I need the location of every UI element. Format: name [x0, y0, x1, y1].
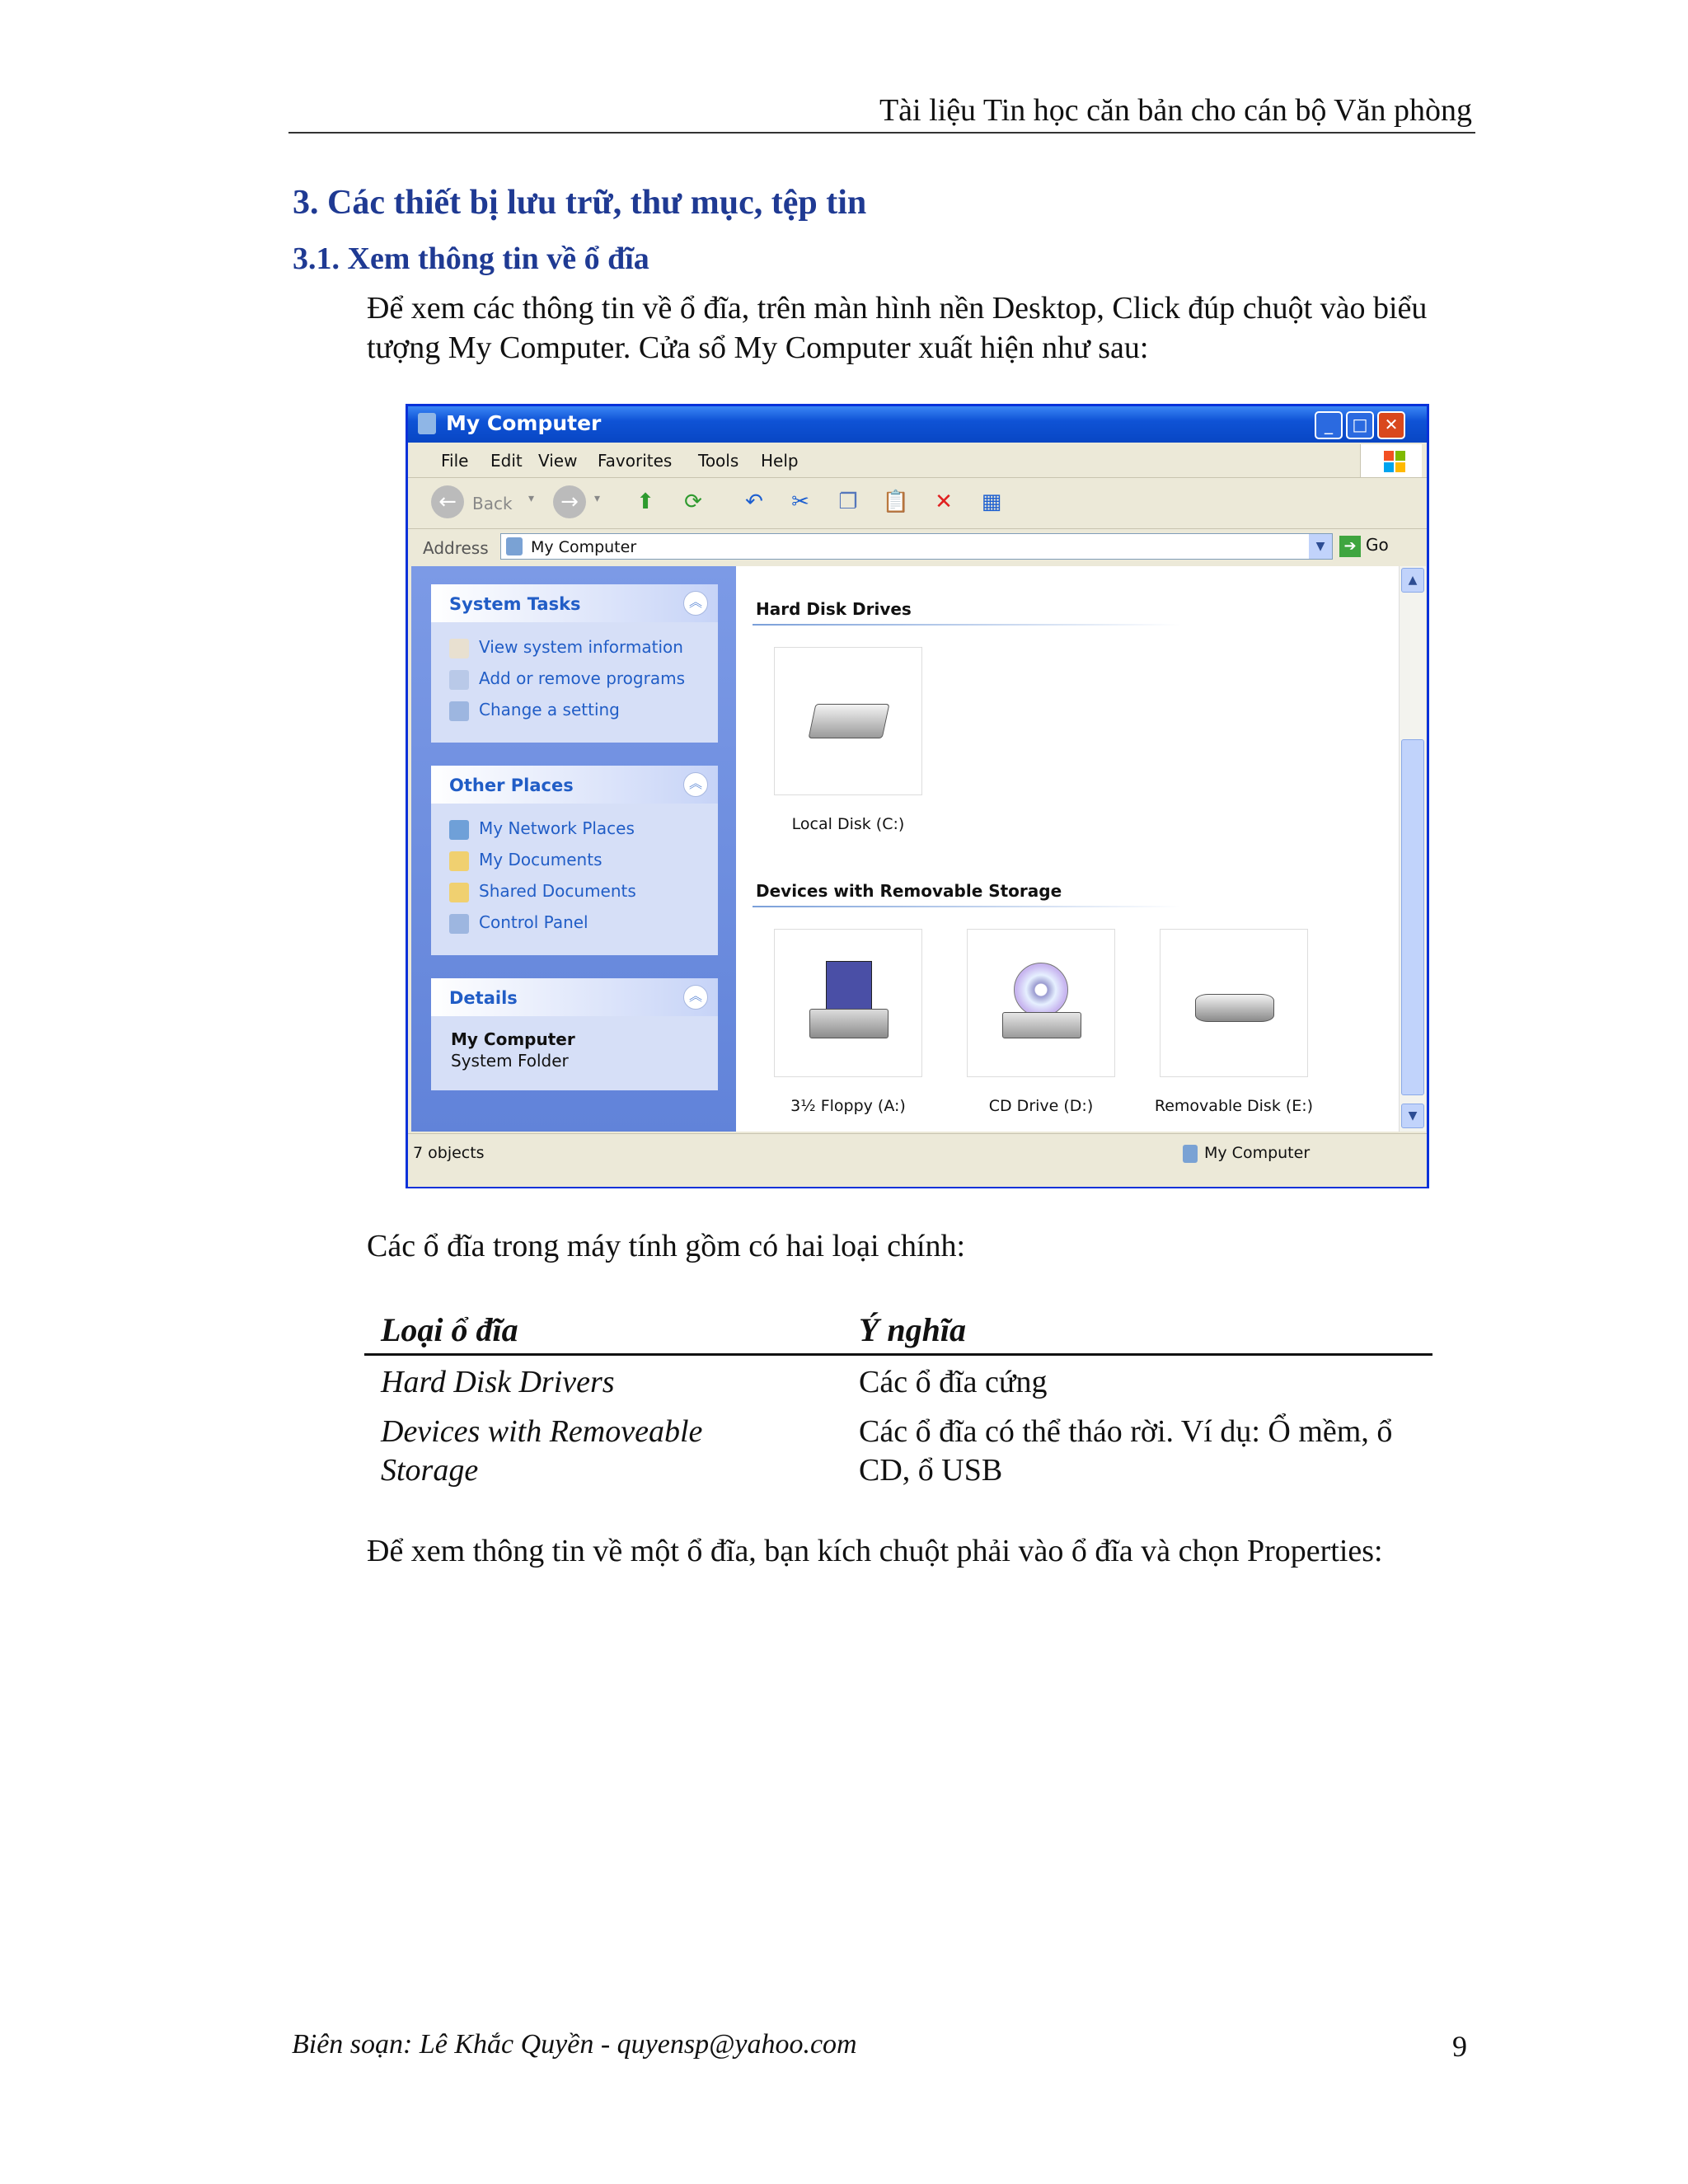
system-info-icon	[449, 639, 469, 658]
forward-icon[interactable]: →	[553, 485, 586, 518]
removable-disk-icon	[1195, 994, 1274, 1022]
menu-tools[interactable]: Tools	[698, 451, 739, 471]
drive-label: Local Disk (C:)	[791, 815, 905, 833]
other-places-title: Other Places	[449, 776, 574, 795]
computer-icon	[506, 537, 523, 555]
up-folder-icon[interactable]: ⬆	[636, 490, 654, 514]
content-pane	[736, 566, 1399, 1132]
minimize-button[interactable]: _	[1315, 411, 1343, 439]
address-bar	[408, 528, 1427, 565]
drive-local-disk-c[interactable]	[774, 647, 922, 795]
go-button[interactable]	[1339, 535, 1389, 557]
close-button[interactable]: ✕	[1377, 411, 1405, 439]
toolbar	[408, 477, 1427, 529]
removable-section-title: Devices with Removable Storage	[756, 881, 1062, 901]
address-value: My Computer	[531, 538, 637, 556]
network-icon	[449, 820, 469, 840]
control-panel-icon	[449, 914, 469, 934]
sync-icon[interactable]: ⟳	[684, 490, 702, 514]
place-label: Shared Documents	[479, 881, 636, 901]
go-label: Go	[1366, 535, 1389, 555]
system-tasks-title: System Tasks	[449, 594, 581, 614]
status-object-count: 7 objects	[413, 1144, 485, 1162]
back-label[interactable]: Back	[472, 494, 513, 513]
table-header-meaning: Ý nghĩa	[859, 1311, 967, 1348]
drive-label: Removable Disk (E:)	[1154, 1097, 1314, 1115]
collapse-chevron-icon[interactable]: ︽	[683, 985, 708, 1010]
table-cell: Các ổ đĩa cứng	[859, 1365, 1048, 1399]
section-divider	[753, 624, 1181, 626]
back-icon[interactable]: ←	[431, 485, 464, 518]
place-label: My Network Places	[479, 818, 635, 838]
task-change-setting[interactable]	[449, 700, 620, 721]
my-computer-window	[406, 404, 1429, 1188]
place-label: My Documents	[479, 850, 603, 869]
place-label: Control Panel	[479, 912, 588, 932]
control-panel-icon	[449, 701, 469, 721]
collapse-chevron-icon[interactable]: ︽	[683, 772, 708, 797]
documents-folder-icon	[449, 851, 469, 871]
place-my-documents[interactable]	[449, 850, 602, 871]
drive-removable-e[interactable]	[1160, 929, 1308, 1077]
scroll-down-icon[interactable]: ▼	[1401, 1104, 1424, 1128]
address-dropdown-icon[interactable]: ▼	[1309, 534, 1332, 559]
computer-icon	[418, 413, 436, 434]
vertical-scrollbar[interactable]	[1399, 566, 1426, 1132]
table-cell: Hard Disk Drivers	[381, 1365, 615, 1399]
undo-icon[interactable]: ↶	[745, 490, 763, 514]
intro-paragraph: Để xem các thông tin về ổ đĩa, trên màn hình nền Desktop, Click đúp chuột vào biểu tượng My Computer. Cửa sổ My Computer xuất hiện như sau:	[367, 291, 1428, 365]
views-icon[interactable]: ▦	[981, 490, 1002, 514]
table-cell: Các ổ đĩa có thể tháo rời. Ví dụ: Ổ mềm, ổ CD, ổ USB	[859, 1414, 1393, 1488]
menu-favorites[interactable]: Favorites	[598, 451, 673, 471]
cut-icon[interactable]: ✂	[791, 490, 809, 514]
place-shared-documents[interactable]	[449, 881, 636, 902]
hard-disk-icon	[809, 704, 890, 738]
maximize-button[interactable]: □	[1346, 411, 1374, 439]
section-divider	[753, 906, 1181, 907]
drive-types-intro: Các ổ đĩa trong máy tính gồm có hai loại chính:	[367, 1229, 966, 1263]
scroll-up-icon[interactable]: ▲	[1401, 568, 1424, 593]
go-arrow-icon: ➔	[1339, 536, 1361, 557]
status-bar	[408, 1133, 1427, 1187]
drive-cd-d[interactable]	[967, 929, 1115, 1077]
table-header-rule	[364, 1353, 1432, 1356]
table-header-drive-type: Loại ổ đĩa	[381, 1311, 518, 1348]
task-label: Add or remove programs	[479, 668, 685, 688]
other-places-header[interactable]	[431, 766, 718, 804]
task-label: View system information	[479, 637, 683, 657]
cd-disc-icon	[1014, 963, 1068, 1017]
back-dropdown-icon[interactable]: ▾	[528, 492, 535, 505]
menu-view[interactable]: View	[538, 451, 578, 471]
title-bar[interactable]	[408, 406, 1427, 443]
running-header: Tài liệu Tin học căn bản cho cán bộ Văn phòng	[879, 93, 1472, 128]
place-my-network-places[interactable]	[449, 818, 635, 840]
task-add-remove-programs[interactable]	[449, 668, 685, 690]
section-heading: 3. Các thiết bị lưu trữ, thư mục, tệp tin	[293, 184, 867, 222]
footer-author: Biên soạn: Lê Khắc Quyền - quyensp@yahoo.com	[292, 2029, 857, 2060]
hard-disk-section-title: Hard Disk Drives	[756, 599, 912, 619]
system-tasks-panel	[431, 584, 718, 743]
window-title: My Computer	[446, 411, 602, 435]
table-cell: Devices with Removeable Storage	[381, 1414, 703, 1488]
status-location	[1183, 1144, 1310, 1163]
scroll-thumb[interactable]	[1401, 739, 1424, 1095]
delete-icon[interactable]: ✕	[935, 490, 953, 514]
drive-label: 3½ Floppy (A:)	[790, 1097, 906, 1115]
details-name: My Computer	[451, 1029, 575, 1049]
status-location-label: My Computer	[1204, 1144, 1311, 1162]
cd-drive-base	[1002, 1012, 1081, 1038]
programs-icon	[449, 670, 469, 690]
folder-icon	[449, 883, 469, 902]
address-input[interactable]	[500, 533, 1333, 560]
drive-floppy-a[interactable]	[774, 929, 922, 1077]
menu-bar	[408, 443, 1427, 478]
details-title: Details	[449, 988, 518, 1008]
system-tasks-header[interactable]	[431, 584, 718, 622]
floppy-disk-icon	[826, 961, 872, 1012]
paste-icon[interactable]: 📋	[882, 490, 910, 514]
menu-help[interactable]: Help	[761, 451, 799, 471]
details-type: System Folder	[451, 1051, 569, 1071]
subsection-heading: 3.1. Xem thông tin về ổ đĩa	[293, 241, 649, 276]
address-label: Address	[423, 538, 489, 558]
task-label: Change a setting	[479, 700, 620, 719]
task-view-system-information[interactable]	[449, 637, 683, 658]
properties-paragraph: Để xem thông tin về một ổ đĩa, bạn kích chuột phải vào ổ đĩa và chọn Properties:	[367, 1534, 1383, 1568]
copy-icon[interactable]: ❐	[838, 490, 858, 514]
computer-icon	[1183, 1145, 1198, 1163]
forward-dropdown-icon[interactable]: ▾	[594, 492, 601, 505]
menu-file[interactable]: File	[441, 451, 469, 471]
page-number: 9	[1452, 2030, 1467, 2063]
header-rule	[288, 132, 1475, 134]
task-pane	[411, 566, 736, 1132]
place-control-panel[interactable]	[449, 912, 588, 934]
menu-edit[interactable]: Edit	[490, 451, 523, 471]
collapse-chevron-icon[interactable]: ︽	[683, 591, 708, 616]
details-header[interactable]	[431, 978, 718, 1016]
floppy-drive-base	[809, 1009, 889, 1038]
other-places-panel	[431, 766, 718, 955]
windows-logo-icon	[1360, 444, 1422, 477]
details-panel	[431, 978, 718, 1090]
drive-label: CD Drive (D:)	[988, 1097, 1094, 1115]
